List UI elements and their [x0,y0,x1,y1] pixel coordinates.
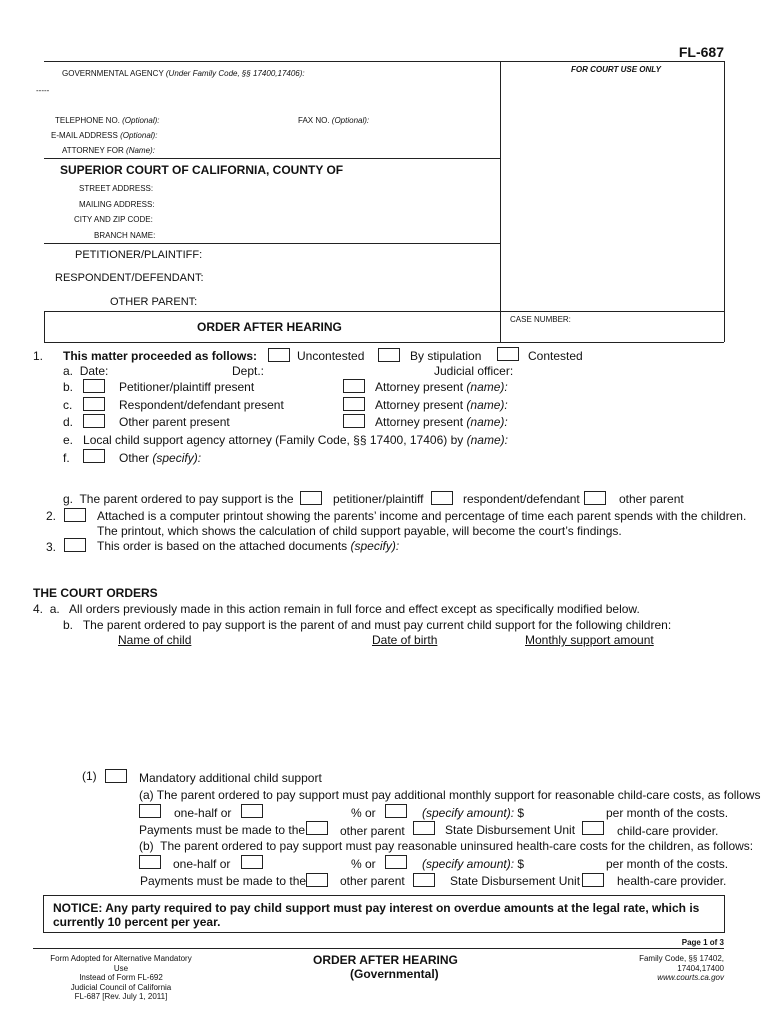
resp-present-label: Respondent/defendant present [119,398,284,412]
caption-right-border [724,61,725,342]
health-amount-checkbox[interactable] [385,855,407,869]
dept-label: Dept.: [232,364,265,378]
col-date-of-birth: Date of birth [372,633,438,647]
childcare-pay-sdu-label: State Disbursement Unit [445,823,576,837]
health-half-checkbox[interactable] [139,855,161,869]
childcare-pay-sdu-checkbox[interactable] [413,821,435,835]
phone-label: TELEPHONE NO. (Optional): [55,116,160,125]
childcare-half-label: one-half or [174,806,232,820]
page-number: Page 1 of 3 [681,938,724,947]
street-label: STREET ADDRESS: [79,184,154,193]
s4a-line: 4. a. All orders previously made in this action remain in full force and effect except as specifically modified below. [33,602,640,616]
dashes: ----- [36,86,50,95]
mandatory-num: (1) [82,769,97,783]
s1d-letter: d. [63,415,74,429]
pet-present-label: Petitioner/plaintiff present [119,380,255,394]
other-parent-label: OTHER PARENT: [110,296,198,308]
petitioner-label: PETITIONER/PLAINTIFF: [75,249,203,261]
col-monthly-amount: Monthly support amount [525,633,654,647]
childcare-per-month: per month of the costs. [606,806,729,820]
other-present-label: Other parent present [119,415,230,429]
health-pay-provider-checkbox[interactable] [582,873,604,887]
health-pay-sdu-checkbox[interactable] [413,873,435,887]
s3-text: This order is based on the attached documents (specify): [97,539,400,553]
mandatory-checkbox[interactable] [105,769,127,783]
form-id: FL-687 [678,44,724,60]
stipulation-checkbox[interactable] [378,348,400,362]
s1b-letter: b. [63,380,74,394]
health-amount-label: (specify amount): $ [422,857,525,871]
adopted-block: Form Adopted for Alternative Mandatory Use Instead of Form FL-692 Judicial Council of California FL-687 [Rev. July 1, 2011] [50,954,192,1001]
judicial-officer-label: Judicial officer: [434,364,514,378]
mailing-label: MAILING ADDRESS: [79,200,155,209]
s1g-line: g. The parent ordered to pay support is the [63,492,294,506]
health-pay-other-label: other parent [340,874,405,888]
s3-num: 3. [46,540,57,554]
s1-num: 1. [33,349,44,363]
s1-title: This matter proceeded as follows: [63,349,258,363]
childcare-payments-label: Payments must be made to the [139,823,306,837]
uncontested-checkbox[interactable] [268,348,290,362]
other-present-checkbox[interactable] [83,414,105,428]
footer-rule [33,948,724,949]
childcare-pay-provider-label: child-care provider. [617,824,719,838]
health-payments-label: Payments must be made to the [140,874,307,888]
title-section-top [44,311,724,312]
payer-other-label: other parent [619,492,684,506]
col-name-of-child: Name of child [118,633,192,647]
notice-line2: currently 10 percent per year. [53,915,221,929]
footer-website[interactable]: www.courts.ca.gov [657,973,724,982]
health-half-label: one-half or [173,857,231,871]
s3-checkbox[interactable] [64,538,86,552]
s1e-line: e. Local child support agency attorney (Family Code, §§ 17400, 17406) by (name): [63,433,508,447]
email-label: E-MAIL ADDRESS (Optional): [51,131,158,140]
s2-checkbox[interactable] [64,508,86,522]
pet-attorney-label: Attorney present (name): [375,380,508,394]
health-per-month: per month of the costs. [606,857,729,871]
payer-other-checkbox[interactable] [584,491,606,505]
court-use-label: FOR COURT USE ONLY [571,65,661,74]
caption-top-border [44,61,724,62]
caption-bottom-border [44,342,724,343]
s1f-letter: f. [63,451,70,465]
agency-label: GOVERNMENTAL AGENCY (Under Family Code, §§ 17400,17406): [62,69,305,78]
order-title: ORDER AFTER HEARING [197,320,342,334]
pet-present-checkbox[interactable] [83,379,105,393]
resp-attorney-checkbox[interactable] [343,397,365,411]
court-title: SUPERIOR COURT OF CALIFORNIA, COUNTY OF [60,163,344,177]
other-label: Other (specify): [119,451,202,465]
footer-title: ORDER AFTER HEARING [313,953,458,967]
resp-present-checkbox[interactable] [83,397,105,411]
s2-line2: The printout, which shows the calculation of child support payable, will become the court’s findings. [97,524,622,538]
payer-resp-checkbox[interactable] [431,491,453,505]
childcare-pct-label: % or [351,806,376,820]
city-label: CITY AND ZIP CODE: [74,215,153,224]
parties-section-top [44,243,500,244]
payer-pet-checkbox[interactable] [300,491,322,505]
s4b-line: b. The parent ordered to pay support is the parent of and must pay current child support for the following children: [63,618,672,632]
branch-label: BRANCH NAME: [94,231,156,240]
court-section-top [44,158,500,159]
resp-attorney-label: Attorney present (name): [375,398,508,412]
health-pct-checkbox[interactable] [241,855,263,869]
payer-pet-label: petitioner/plaintiff [333,492,424,506]
childcare-amount-label: (specify amount): $ [422,806,525,820]
s2-line1: Attached is a computer printout showing the parents’ income and percentage of time each parent spends with the children. [97,509,747,523]
s1c-letter: c. [63,398,73,412]
health-pct-label: % or [351,857,376,871]
caption-divider [500,61,501,342]
uncontested-label: Uncontested [297,349,365,363]
s2-num: 2. [46,509,57,523]
health-pay-sdu-label: State Disbursement Unit [450,874,581,888]
notice-line1: NOTICE: Any party required to pay child support must pay interest on overdue amounts at the legal rate, which is [53,901,700,915]
footer-subtitle: (Governmental) [350,967,439,981]
childcare-pay-other-checkbox[interactable] [306,821,328,835]
health-pay-provider-label: health-care provider. [617,874,727,888]
stipulation-label: By stipulation [410,349,482,363]
case-number-label: CASE NUMBER: [510,315,571,324]
respondent-label: RESPONDENT/DEFENDANT: [55,272,204,284]
contested-label: Contested [528,349,583,363]
childcare-pct-checkbox[interactable] [241,804,263,818]
contested-checkbox[interactable] [497,347,519,361]
childcare-pay-provider-checkbox[interactable] [582,821,604,835]
footer-code-block: Family Code, §§ 17402, 17404,17400 www.courts.ca.gov [639,954,724,982]
health-pay-other-checkbox[interactable] [306,873,328,887]
other-checkbox[interactable] [83,449,105,463]
pet-attorney-checkbox[interactable] [343,379,365,393]
other-attorney-label: Attorney present (name): [375,415,508,429]
payer-resp-label: respondent/defendant [463,492,580,506]
title-left-border [44,311,45,342]
childcare-text: (a) The parent ordered to pay support must pay additional monthly support for reasonable child-care costs, as follows [139,788,761,802]
mandatory-title: Mandatory additional child support [139,771,322,785]
childcare-half-checkbox[interactable] [139,804,161,818]
s1a-label: a. Date: [63,364,109,378]
fax-label: FAX NO. (Optional): [298,116,370,125]
other-attorney-checkbox[interactable] [343,414,365,428]
childcare-amount-checkbox[interactable] [385,804,407,818]
attorney-label: ATTORNEY FOR (Name): [62,146,155,155]
court-orders-heading: THE COURT ORDERS [33,586,158,600]
childcare-pay-other-label: other parent [340,824,405,838]
health-text: (b) The parent ordered to pay support must pay reasonable uninsured health-care costs for the children, as follows: [139,839,754,853]
